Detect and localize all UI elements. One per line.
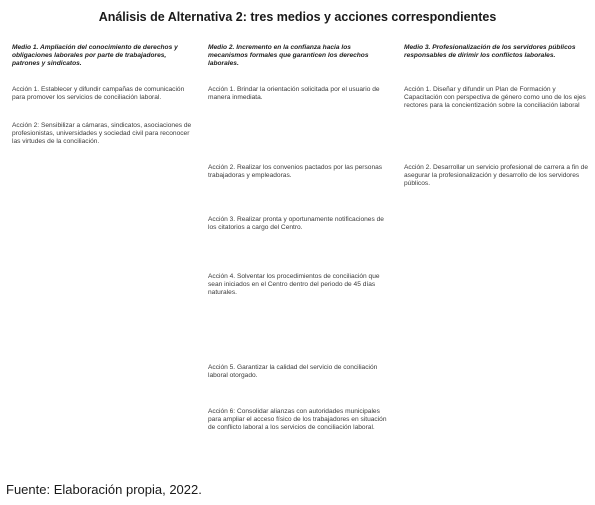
column-heading: Medio 3. Profesionalización de los servidores públicos responsables de dirimir los conflictos laborales. — [404, 44, 576, 59]
column-medio-1 — [12, 44, 194, 145]
column-heading: Medio 1. Ampliación del conocimiento de derechos y obligaciones laborales por parte de trabajadores, patrones y sindicatos. — [12, 44, 178, 67]
action-item: Acción 6: Consolidar alianzas con autoridades municipales para ampliar el acceso físico de los trabajadores en situación de conflicto laboral a los servicios de conciliación laboral. — [208, 408, 387, 431]
action-item: Acción 1. Diseñar y difundir un Plan de Formación y Capacitación con perspectiva de género como uno de los ejes rectores para la concientización sobre la conciliación laboral — [404, 86, 586, 109]
column-heading: Medio 2. Incremento en la confianza hacia los mecanismos formales que garanticen los derechos laborales. — [208, 44, 369, 67]
action-item: Acción 1. Brindar la orientación solicitada por el usuario de manera inmediata. — [208, 86, 380, 101]
source-note: Fuente: Elaboración propia, 2022. — [6, 482, 202, 497]
action-item: Acción 5. Garantizar la calidad del servicio de conciliación laboral otorgado. — [208, 364, 378, 379]
column-medio-2 — [208, 44, 390, 431]
action-item: Acción 2. Realizar los convenios pactados por las personas trabajadoras y empleadoras. — [208, 164, 383, 179]
action-item: Acción 3. Realizar pronta y oportunamente notificaciones de los citatorios a cargo del Centro. — [208, 216, 384, 231]
column-medio-3 — [404, 44, 588, 187]
page-title: Análisis de Alternativa 2: tres medios y acciones correspondientes — [98, 10, 497, 24]
action-item: Acción 4. Solventar los procedimientos de conciliación que sean iniciados en el Centro dentro del periodo de 45 días naturales. — [208, 273, 380, 296]
action-item: Acción 1. Establecer y difundir campañas de comunicación para promover los servicios de conciliación laboral. — [12, 86, 185, 101]
action-item: Acción 2: Sensibilizar a cámaras, sindicatos, asociaciones de profesionistas, universidades y sociedad civil para reconocer las virtudes de la conciliación. — [12, 122, 192, 145]
action-item: Acción 2. Desarrollar un servicio profesional de carrera a fin de asegurar la profesionalización y desarrollo de los servidores públicos. — [404, 164, 588, 187]
